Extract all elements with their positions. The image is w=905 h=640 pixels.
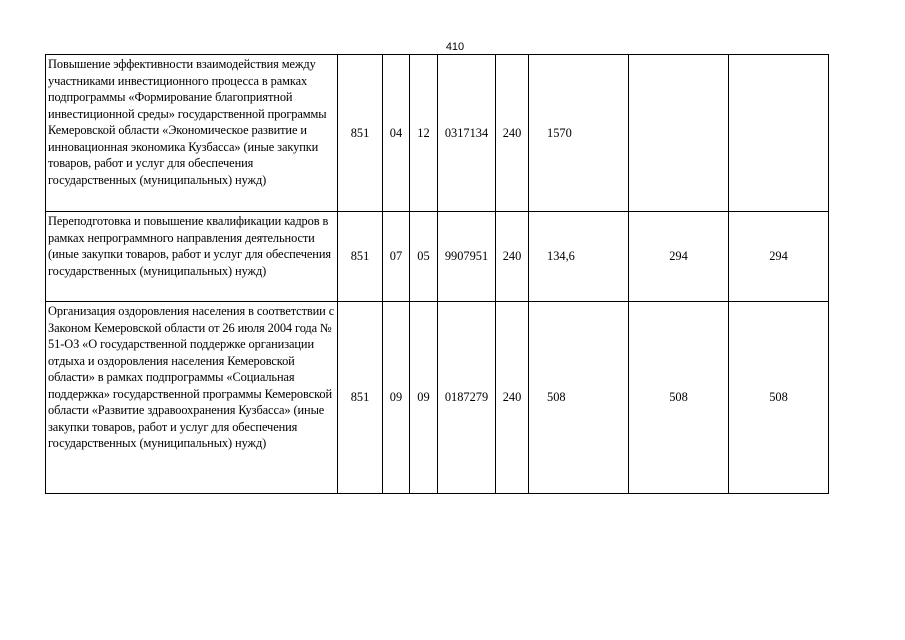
row-target-article: 0187279 <box>438 302 496 494</box>
row-subsection: 12 <box>410 55 438 212</box>
row-description: Повышение эффективности взаимодействия между участниками инвестиционного процесса в рамках подпрограммы «Формирование благоприятной инвестиционной среды» государственной программы Кемеровской области «Экономическое развитие и инновационная экономика Кузбасса» (иные закупки товаров, работ и услуг для обеспечения государственных (муниципальных) нужд) <box>46 55 338 212</box>
row-section: 07 <box>383 212 410 302</box>
page-number: 410 <box>445 41 465 53</box>
row-description: Переподготовка и повышение квалификации кадров в рамках непрограммного направления деятельности (иные закупки товаров, работ и услуг для обеспечения государственных (муниципальных) нужд) <box>46 212 338 302</box>
row-expense-type: 240 <box>496 55 529 212</box>
row-code: 851 <box>338 302 383 494</box>
row-description: Организация оздоровления населения в соответствии с Законом Кемеровской области от 26 июля 2004 года № 51-ОЗ «О государственной поддержке организации отдыха и оздоровления населения Кемеровской области» в рамках подпрограммы «Социальная поддержка» государственной программы Кемеровской области «Развитие здравоохранения Кузбасса» (иные закупки товаров, работ и услуг для обеспечения государственных (муниципальных) нужд) <box>46 302 338 494</box>
row-subsection: 05 <box>410 212 438 302</box>
table-row <box>46 212 829 302</box>
row-target-article: 0317134 <box>438 55 496 212</box>
row-amount-2: 294 <box>629 212 729 302</box>
budget-table <box>45 54 829 494</box>
row-target-article: 9907951 <box>438 212 496 302</box>
row-code: 851 <box>338 212 383 302</box>
row-subsection: 09 <box>410 302 438 494</box>
row-amount-3: 508 <box>729 302 829 494</box>
table-row <box>46 302 829 494</box>
row-code: 851 <box>338 55 383 212</box>
row-amount-1: 1570 <box>529 55 629 212</box>
row-amount-2 <box>629 55 729 212</box>
row-expense-type: 240 <box>496 212 529 302</box>
row-section: 04 <box>383 55 410 212</box>
row-amount-2: 508 <box>629 302 729 494</box>
row-section: 09 <box>383 302 410 494</box>
row-amount-3 <box>729 55 829 212</box>
row-amount-1: 508 <box>529 302 629 494</box>
row-expense-type: 240 <box>496 302 529 494</box>
table-row <box>46 55 829 212</box>
row-amount-3: 294 <box>729 212 829 302</box>
row-amount-1: 134,6 <box>529 212 629 302</box>
